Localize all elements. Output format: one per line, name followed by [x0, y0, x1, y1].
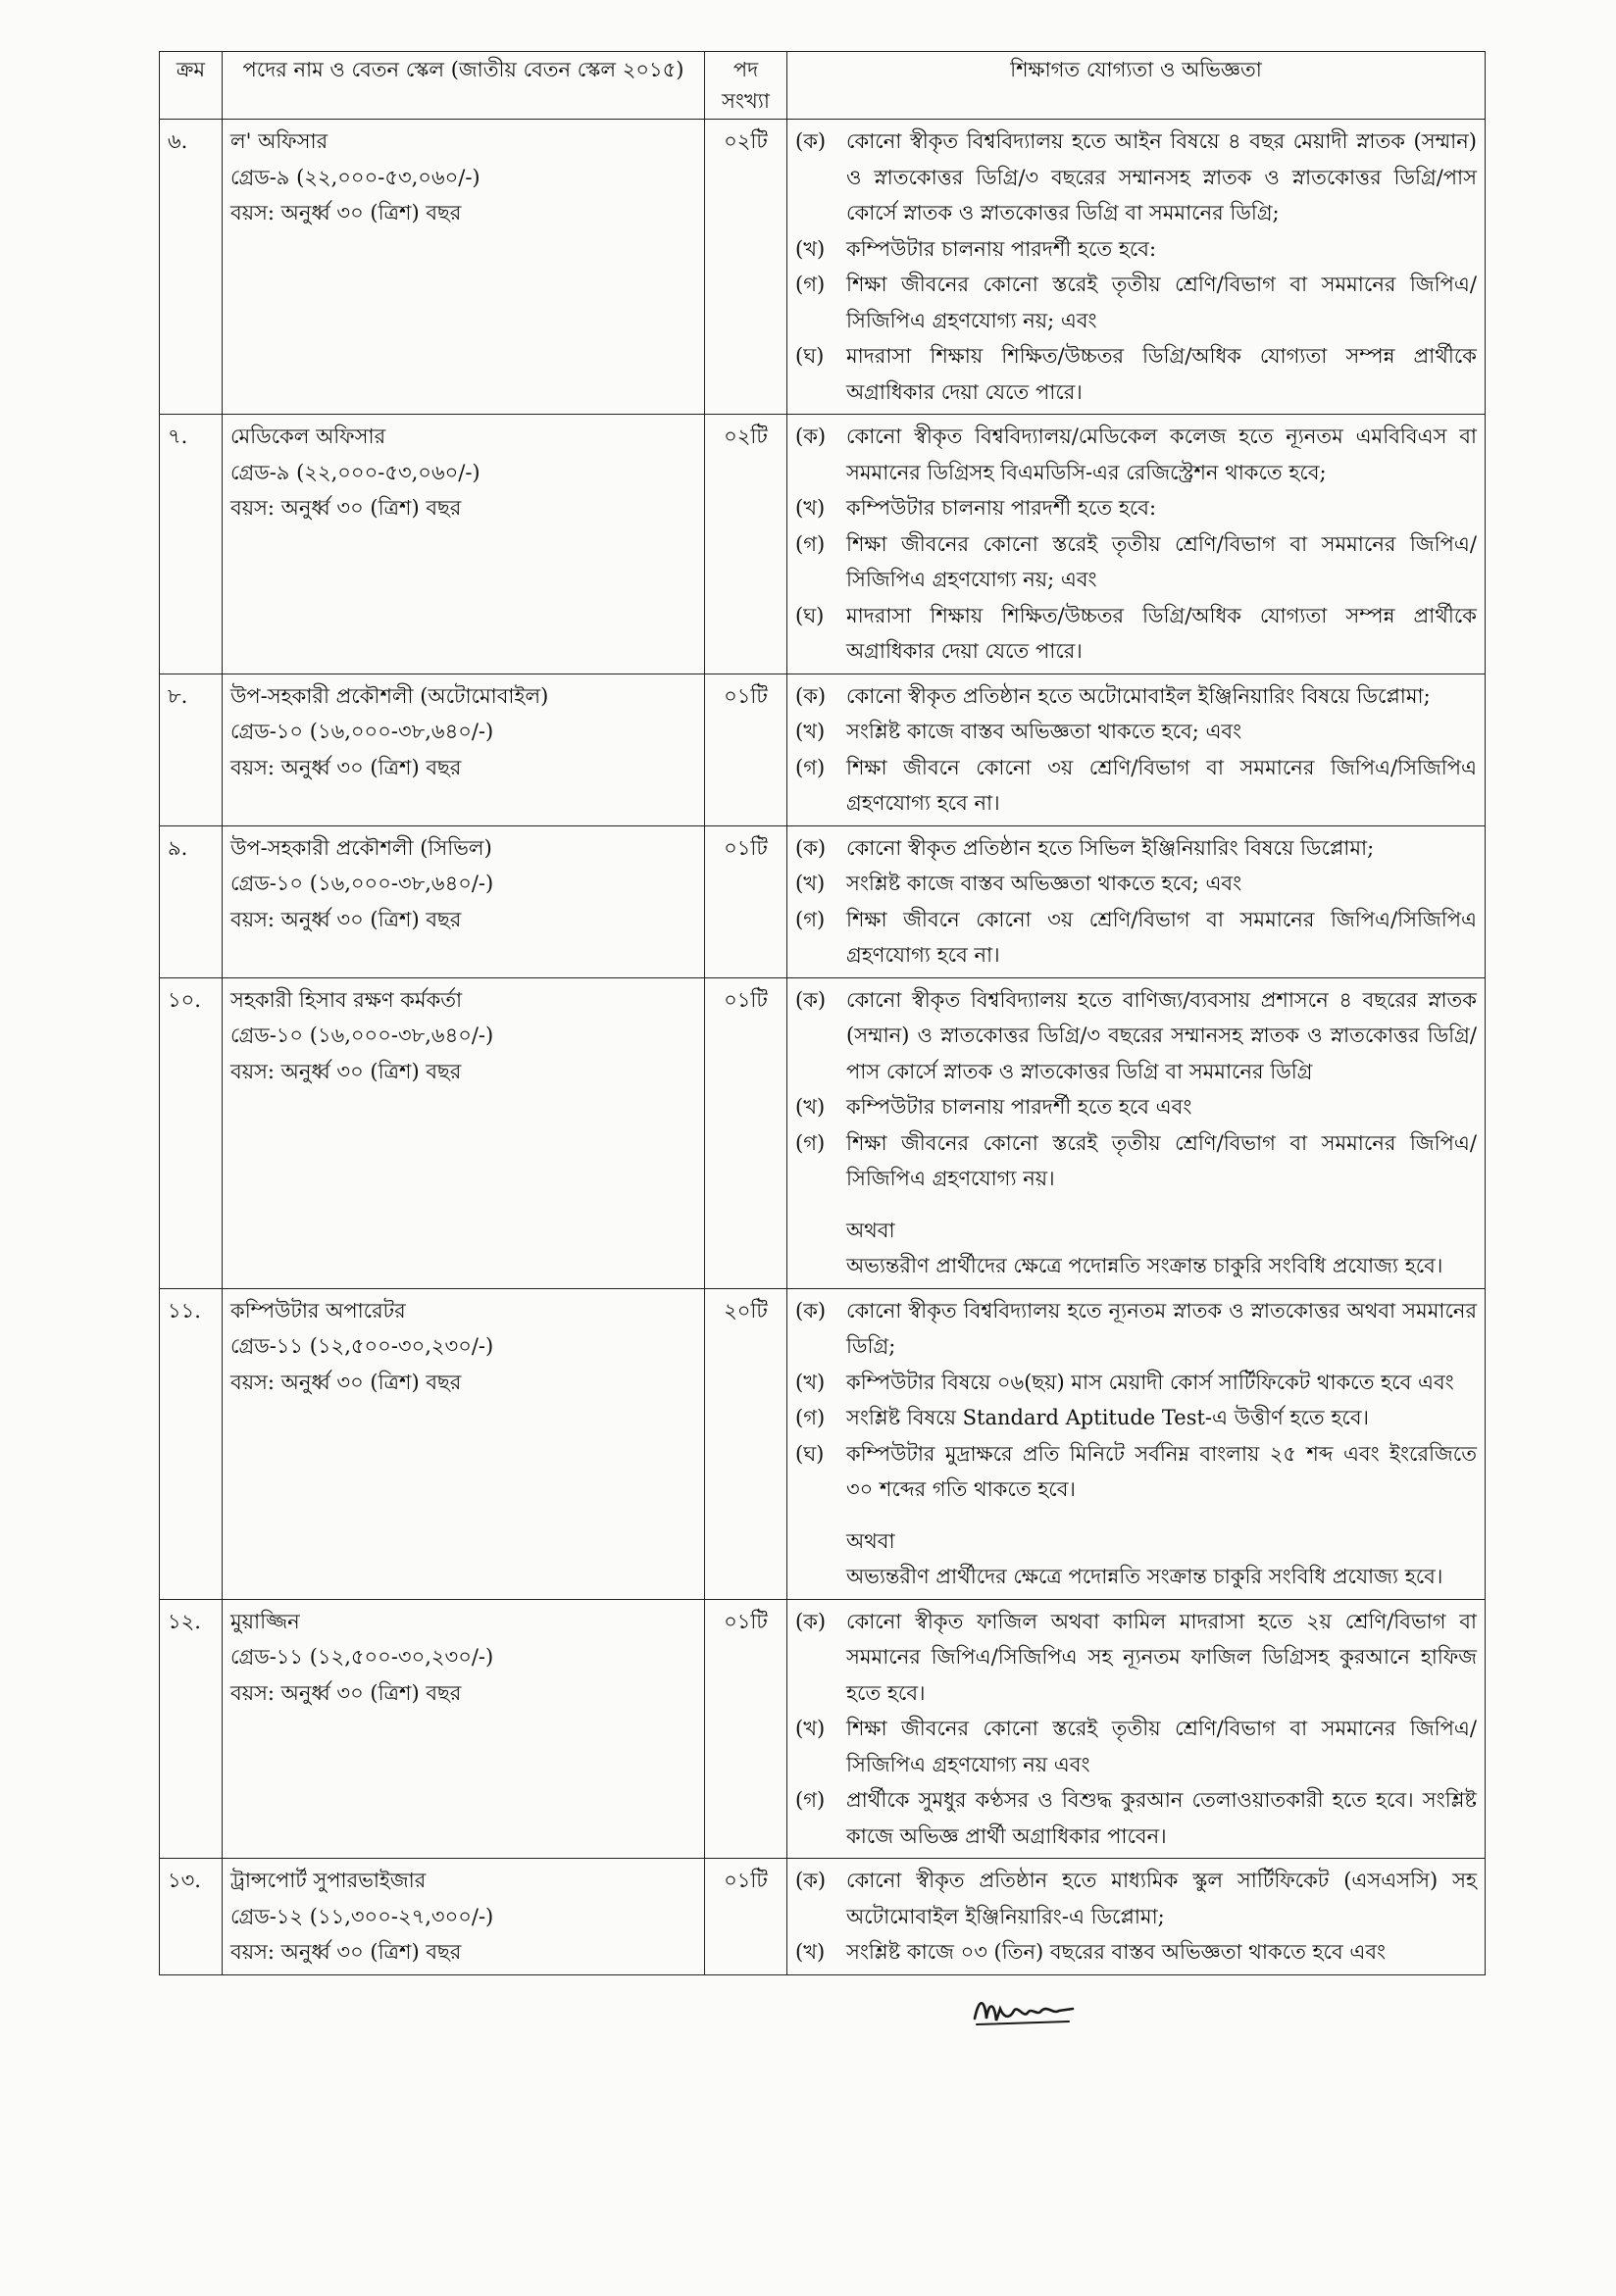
table-row [160, 1859, 1486, 1975]
row-serial: ১২. [160, 1599, 223, 1859]
item-text: কম্পিউটার বিষয়ে ০৬(ছয়) মাস মেয়াদী কোর্স সার্টিফিকেট থাকতে হবে এবং [846, 1370, 1454, 1394]
qualification-item [795, 714, 1477, 750]
table-row [160, 674, 1486, 825]
item-label: (গ) [795, 1788, 826, 1812]
item-text: কোনো স্বীকৃত প্রতিষ্ঠান হতে মাধ্যমিক স্কুল সার্টিফিকেট (এসএসসি) সহ অটোমোবাইল ইঞ্জিনিয়ারিং-এ ডিপ্লোমা; [846, 1869, 1477, 1928]
post-age: বয়স: অনুর্ধ্ব ৩০ (ত্রিশ) বছর [230, 1059, 462, 1083]
item-label: (খ) [795, 1370, 826, 1394]
post-count: ০১টি [705, 977, 787, 1288]
alternative-text: অভ্যন্তরীণ প্রার্থীদের ক্ষেত্রে পদোন্নতি সংক্রান্ত চাকুরি সংবিধি প্রযোজ্য হবে। [846, 1565, 1443, 1588]
item-text: কোনো স্বীকৃত বিশ্ববিদ্যালয়/মেডিকেল কলেজ হতে ন্যূনতম এমবিবিএস বা সমমানের ডিগ্রিসহ বিএমডিসি-এর রেজিস্ট্রেশন থাকতে হবে; [846, 424, 1477, 484]
item-label: (খ) [795, 1940, 826, 1964]
post-cell [223, 977, 705, 1288]
item-label: (ঘ) [795, 603, 825, 627]
table-row [160, 120, 1486, 415]
post-count: ২০টি [705, 1288, 787, 1599]
item-text: কোনো স্বীকৃত প্রতিষ্ঠান হতে অটোমোবাইল ইঞ্জিনিয়ারিং বিষয়ে ডিপ্লোমা; [846, 683, 1431, 708]
item-label: (খ) [795, 236, 826, 261]
item-label: (গ) [795, 273, 826, 296]
header-post: পদের নাম ও বেতন স্কেল (জাতীয় বেতন স্কেল ২০১৫) [223, 52, 705, 120]
qualification-item [795, 1400, 1477, 1436]
post-title: মেডিকেল অফিসার [230, 424, 386, 448]
item-text: কম্পিউটার চালনায় পারদর্শী হতে হবে এবং [846, 1095, 1192, 1119]
qualification-item [795, 982, 1477, 1090]
table-row [160, 415, 1486, 674]
item-text: কোনো স্বীকৃত বিশ্ববিদ্যালয় হতে ন্যূনতম স্নাতক ও স্নাতকোত্তর অথবা সমমানের ডিগ্রি; [846, 1298, 1477, 1358]
qualification-item [795, 678, 1477, 715]
item-label: (খ) [795, 1095, 826, 1119]
item-label: (ক) [795, 424, 827, 448]
qualification-cell [787, 415, 1486, 674]
item-label: (খ) [795, 1717, 826, 1740]
post-title: উপ-সহকারী প্রকৌশলী (সিভিল) [230, 835, 492, 860]
alternative-text: অভ্যন্তরীণ প্রার্থীদের ক্ষেত্রে পদোন্নতি সংক্রান্ত চাকুরি সংবিধি প্রযোজ্য হবে। [846, 1254, 1443, 1277]
item-text: শিক্ষা জীবনের কোনো স্তরেই তৃতীয় শ্রেণি/বিভাগ বা সমমানের জিপিএ/সিজিপিএ গ্রহণযোগ্য নয়। [846, 1130, 1477, 1190]
qualification-cell [787, 674, 1486, 825]
post-age: বয়স: অনুর্ধ্ব ৩০ (ত্রিশ) বছর [230, 1940, 462, 1964]
post-cell [223, 415, 705, 674]
qualification-item [795, 231, 1477, 268]
post-title: মুয়াজ্জিন [230, 1609, 300, 1633]
post-count: ০২টি [705, 415, 787, 674]
item-label: (ক) [795, 987, 827, 1012]
item-label: (খ) [795, 496, 826, 520]
post-age: বয়স: অনুর্ধ্ব ৩০ (ত্রিশ) বছর [230, 201, 462, 225]
item-text: সংশ্লিষ্ট কাজে বাস্তব অভিজ্ঞতা থাকতে হবে; এবং [846, 720, 1242, 743]
item-label: (খ) [795, 720, 826, 743]
post-cell [223, 1599, 705, 1859]
qualification-item [795, 1711, 1477, 1782]
alternative-block [795, 1523, 1477, 1595]
item-text: শিক্ষা জীবনের কোনো স্তরেই তৃতীয় শ্রেণি/বিভাগ বা সমমানের জিপিএ/সিজিপিএ গ্রহণযোগ্য নয় এবং [846, 1717, 1477, 1776]
post-grade: গ্রেড-১১ (১২,৫০০-৩০,২৩০/-) [230, 1645, 494, 1669]
item-label: (ক) [795, 835, 827, 860]
post-title: উপ-সহকারী প্রকৌশলী (অটোমোবাইল) [230, 683, 549, 708]
header-serial: ক্রম [160, 52, 223, 120]
item-text: শিক্ষা জীবনের কোনো স্তরেই তৃতীয় শ্রেণি/বিভাগ বা সমমানের জিপিএ/সিজিপিএ গ্রহণযোগ্য নয়; এবং [846, 531, 1477, 591]
item-label: (ক) [795, 129, 827, 153]
table-body [160, 120, 1486, 1975]
item-text: শিক্ষা জীবনে কোনো ৩য় শ্রেণি/বিভাগ বা সমমানের জিপিএ/সিজিপিএ গ্রহণযোগ্য হবে না। [846, 907, 1477, 967]
item-label: (গ) [795, 531, 826, 556]
row-serial: ৭. [160, 415, 223, 674]
post-grade: গ্রেড-১২ (১১,৩০০-২৭,৩০০/-) [230, 1904, 494, 1928]
post-cell [223, 674, 705, 825]
qualification-item [795, 902, 1477, 973]
post-age: বয়স: অনুর্ধ্ব ৩০ (ত্রিশ) বছর [230, 1680, 462, 1705]
qualification-item [795, 1125, 1477, 1197]
post-grade: গ্রেড-১০ (১৬,০০০-৩৮,৬৪০/-) [230, 720, 494, 743]
table-row [160, 977, 1486, 1288]
qualification-cell [787, 1859, 1486, 1975]
qualification-cell [787, 120, 1486, 415]
item-text: শিক্ষা জীবনে কোনো ৩য় শ্রেণি/বিভাগ বা সমমানের জিপিএ/সিজিপিএ গ্রহণযোগ্য হবে না। [846, 755, 1477, 815]
qualification-item [795, 338, 1477, 410]
qualification-item [795, 1293, 1477, 1365]
qualification-cell [787, 977, 1486, 1288]
recruitment-table [159, 51, 1486, 1975]
alternative-block [795, 1213, 1477, 1284]
qualification-item [795, 750, 1477, 822]
post-title: ল' অফিসার [230, 129, 328, 153]
item-text: কোনো স্বীকৃত বিশ্ববিদ্যালয় হতে বাণিজ্য/ব্যবসায় প্রশাসনে ৪ বছরের স্নাতক (সম্মান) ও স্নাতকোত্তর ডিগ্রি/৩ বছরের সম্মানসহ স্নাতক ও স্নাতকোত্তর ডিগ্রি/পাস কোর্সে স্নাতক ও স্নাতকোত্তর ডিগ্রি বা সমমানের ডিগ্রি [846, 987, 1477, 1083]
item-label: (ঘ) [795, 1441, 825, 1466]
qualification-item [795, 124, 1477, 231]
post-cell [223, 1859, 705, 1975]
item-text: প্রার্থীকে সুমধুর কণ্ঠসর ও বিশুদ্ধ কুরআন তেলাওয়াতকারী হতে হবে। সংশ্লিষ্ট কাজে অভিজ্ঞ প্রার্থী অগ্রাধিকার পাবেন। [846, 1788, 1477, 1848]
qualification-item [795, 830, 1477, 867]
qualification-item [795, 598, 1477, 670]
post-grade: গ্রেড-১০ (১৬,০০০-৩৮,৬৪০/-) [230, 1023, 494, 1047]
row-serial: ৬. [160, 120, 223, 415]
post-age: বয়স: অনুর্ধ্ব ৩০ (ত্রিশ) বছর [230, 496, 462, 520]
item-label: (খ) [795, 872, 826, 895]
item-label: (গ) [795, 1406, 826, 1429]
qualification-item [795, 1365, 1477, 1401]
post-grade: গ্রেড-১১ (১২,৫০০-৩০,২৩০/-) [230, 1334, 494, 1358]
item-text: সংশ্লিষ্ট কাজে ০৩ (তিন) বছরের বাস্তব অভিজ্ঞতা থাকতে হবে এবং [846, 1940, 1387, 1964]
item-label: (ঘ) [795, 344, 825, 368]
post-count: ০১টি [705, 674, 787, 825]
post-cell [223, 825, 705, 977]
post-cell [223, 1288, 705, 1599]
post-title: সহকারী হিসাব রক্ষণ কর্মকর্তা [230, 987, 463, 1012]
post-grade: গ্রেড-৯ (২২,০০০-৫৩,০৬০/-) [230, 460, 480, 484]
post-title: ট্রান্সপোর্ট সুপারভাইজার [230, 1869, 427, 1892]
item-text: কোনো স্বীকৃত ফাজিল অথবা কামিল মাদরাসা হতে ২য় শ্রেণি/বিভাগ বা সমমানের জিপিএ/সিজিপিএ সহ ন্যূনতম ফাজিল ডিগ্রিসহ কুরআনে হাফিজ হতে হবে। [846, 1609, 1477, 1705]
qualification-cell [787, 1599, 1486, 1859]
item-text: কোনো স্বীকৃত বিশ্ববিদ্যালয় হতে আইন বিষয়ে ৪ বছর মেয়াদী স্নাতক (সম্মান) ও স্নাতকোত্তর ডিগ্রি/৩ বছরের সম্মানসহ স্নাতক ও স্নাতকোত্তর ডিগ্রি/পাস কোর্সে স্নাতক ও স্নাতকোত্তর ডিগ্রি বা সমমানের ডিগ্রি; [846, 129, 1477, 225]
item-label: (ক) [795, 1298, 827, 1323]
post-title: কম্পিউটার অপারেটর [230, 1298, 406, 1323]
qualification-item [795, 1863, 1477, 1934]
item-label: (গ) [795, 755, 826, 779]
item-text: কম্পিউটার চালনায় পারদর্শী হতে হবে: [846, 496, 1157, 520]
item-text: সংশ্লিষ্ট বিষয়ে Standard Aptitude Test-এ উত্তীর্ণ হতে হবে। [846, 1406, 1370, 1429]
row-serial: ১১. [160, 1288, 223, 1599]
item-text: সংশ্লিষ্ট কাজে বাস্তব অভিজ্ঞতা থাকতে হবে; এবং [846, 872, 1242, 895]
item-text: কম্পিউটার মুদ্রাক্ষরে প্রতি মিনিটে সর্বনিম্ন বাংলায় ২৫ শব্দ এবং ইংরেজিতে ৩০ শব্দের গতি থাকতে হবে। [846, 1441, 1477, 1501]
qualification-item [795, 1604, 1477, 1712]
post-age: বয়স: অনুর্ধ্ব ৩০ (ত্রিশ) বছর [230, 755, 462, 779]
alternative-word: অথবা [846, 1218, 895, 1242]
row-serial: ৮. [160, 674, 223, 825]
item-text: মাদরাসা শিক্ষায় শিক্ষিত/উচ্চতর ডিগ্রি/অধিক যোগ্যতা সম্পন্ন প্রার্থীকে অগ্রাধিকার দেয়া যেতে পারে। [846, 344, 1477, 404]
post-cell [223, 120, 705, 415]
item-text: কম্পিউটার চালনায় পারদর্শী হতে হবে: [846, 236, 1157, 261]
qualification-item [795, 490, 1477, 526]
item-label: (ক) [795, 1869, 827, 1892]
post-age: বয়স: অনুর্ধ্ব ৩০ (ত্রিশ) বছর [230, 1370, 462, 1394]
post-age: বয়স: অনুর্ধ্ব ৩০ (ত্রিশ) বছর [230, 907, 462, 931]
qualification-item [795, 1934, 1477, 1971]
qualification-item [795, 1782, 1477, 1854]
table-row [160, 1599, 1486, 1859]
post-count: ০১টি [705, 1599, 787, 1859]
item-label: (গ) [795, 1130, 826, 1155]
item-label: (ক) [795, 683, 827, 708]
row-serial: ১০. [160, 977, 223, 1288]
item-label: (ক) [795, 1609, 827, 1633]
alternative-word: অথবা [846, 1528, 895, 1553]
table-row [160, 825, 1486, 977]
row-serial: ১৩. [160, 1859, 223, 1975]
qualification-cell [787, 1288, 1486, 1599]
header-count: পদ সংখ্যা [705, 52, 787, 120]
header-row [160, 52, 1486, 120]
post-count: ০১টি [705, 1859, 787, 1975]
post-count: ০১টি [705, 825, 787, 977]
qualification-cell [787, 825, 1486, 977]
item-text: শিক্ষা জীবনের কোনো স্তরেই তৃতীয় শ্রেণি/বিভাগ বা সমমানের জিপিএ/সিজিপিএ গ্রহণযোগ্য নয়; এবং [846, 273, 1477, 332]
table-row [160, 1288, 1486, 1599]
item-label: (গ) [795, 907, 826, 931]
qualification-item [795, 1089, 1477, 1125]
qualification-item [795, 526, 1477, 598]
signature [971, 1989, 1079, 2032]
item-text: মাদরাসা শিক্ষায় শিক্ষিত/উচ্চতর ডিগ্রি/অধিক যোগ্যতা সম্পন্ন প্রার্থীকে অগ্রাধিকার দেয়া যেতে পারে। [846, 603, 1477, 663]
post-grade: গ্রেড-১০ (১৬,০০০-৩৮,৬৪০/-) [230, 872, 494, 895]
qualification-item [795, 267, 1477, 338]
header-qualification: শিক্ষাগত যোগ্যতা ও অভিজ্ঞতা [787, 52, 1486, 120]
qualification-item [795, 866, 1477, 902]
item-text: কোনো স্বীকৃত প্রতিষ্ঠান হতে সিভিল ইঞ্জিনিয়ারিং বিষয়ে ডিপ্লোমা; [846, 835, 1375, 860]
post-count: ০২টি [705, 120, 787, 415]
qualification-item [795, 1436, 1477, 1508]
qualification-item [795, 419, 1477, 490]
post-grade: গ্রেড-৯ (২২,০০০-৫৩,০৬০/-) [230, 165, 480, 189]
row-serial: ৯. [160, 825, 223, 977]
